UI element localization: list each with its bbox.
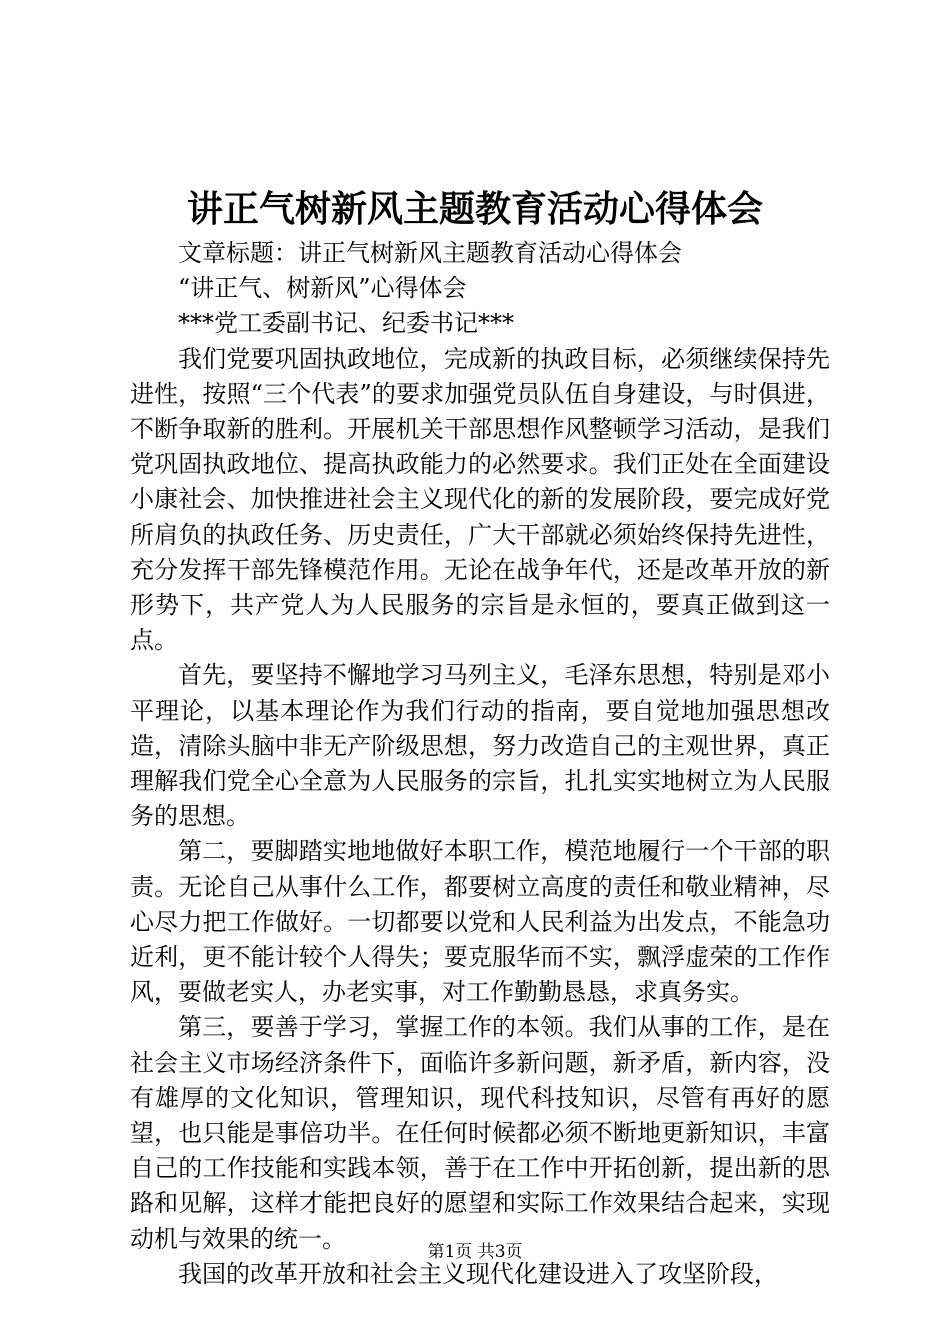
document-body — [130, 236, 830, 1292]
body-paragraph: 首先，要坚持不懈地学习马列主义，毛泽东思想，特别是邓小平理论，以基本理论作为我们行动的指南，要自觉地加强思想改造，清除头脑中非无产阶级思想，努力改造自己的主观世界，真正理解我们党全心全意为人民服务的宗旨，扎扎实实地树立为人民服务的思想。 — [130, 661, 830, 831]
author-line: ***党工委副书记、纪委书记*** — [178, 309, 514, 338]
body-paragraph: 第二，要脚踏实地地做好本职工作，模范地履行一个干部的职责。无论自己从事什么工作，都要树立高度的责任和敬业精神，尽心尽力把工作做好。一切都要以党和人民利益为出发点，不能急功近利，更不能计较个人得失；要克服华而不实，飘浮虚荣的工作作风，要做老实人，办老实事，对工作勤勤恳恳，求真务实。 — [130, 837, 830, 1007]
document-title: 讲正气树新风主题教育活动心得体会 — [186, 188, 763, 230]
page-footer: 第1页 共3页 — [427, 1242, 523, 1262]
article-title-line: 文章标题：讲正气树新风主题教育活动心得体会 — [178, 239, 682, 267]
body-paragraph: 我国的改革开放和社会主义现代化建设进入了攻坚阶段， — [178, 1259, 778, 1288]
body-paragraph: 第三，要善于学习，掌握工作的本领。我们从事的工作，是在社会主义市场经济条件下，面临许多新问题，新矛盾，新内容，没有雄厚的文化知识，管理知识，现代科技知识，尽管有再好的愿望，也只能是事倍功半。在任何时候都必须不断地更新知识，丰富自己的工作技能和实践本领，善于在工作中开拓创新，提出新的思路和见解，这样才能把良好的愿望和实际工作效果结合起来，实现动机与效果的统一。 — [130, 1013, 830, 1253]
subtitle-line: “讲正气、树新风”心得体会 — [178, 274, 467, 303]
body-paragraph: 我们党要巩固执政地位，完成新的执政目标，必须继续保持先进性，按照“三个代表”的要求加强党员队伍自身建设，与时俱进，不断争取新的胜利。开展机关干部思想作风整顿学习活动，是我们党巩固执政地位、提高执政能力的必然要求。我们正处在全面建设小康社会、加快推进社会主义现代化的新的发展阶段，要完成好党所肩负的执政任务、历史责任，广大干部就必须始终保持先进性，充分发挥干部先锋模范作用。无论在战争年代，还是改革开放的新形势下，共产党人为人民服务的宗旨是永恒的，要真正做到这一点。 — [130, 344, 830, 655]
